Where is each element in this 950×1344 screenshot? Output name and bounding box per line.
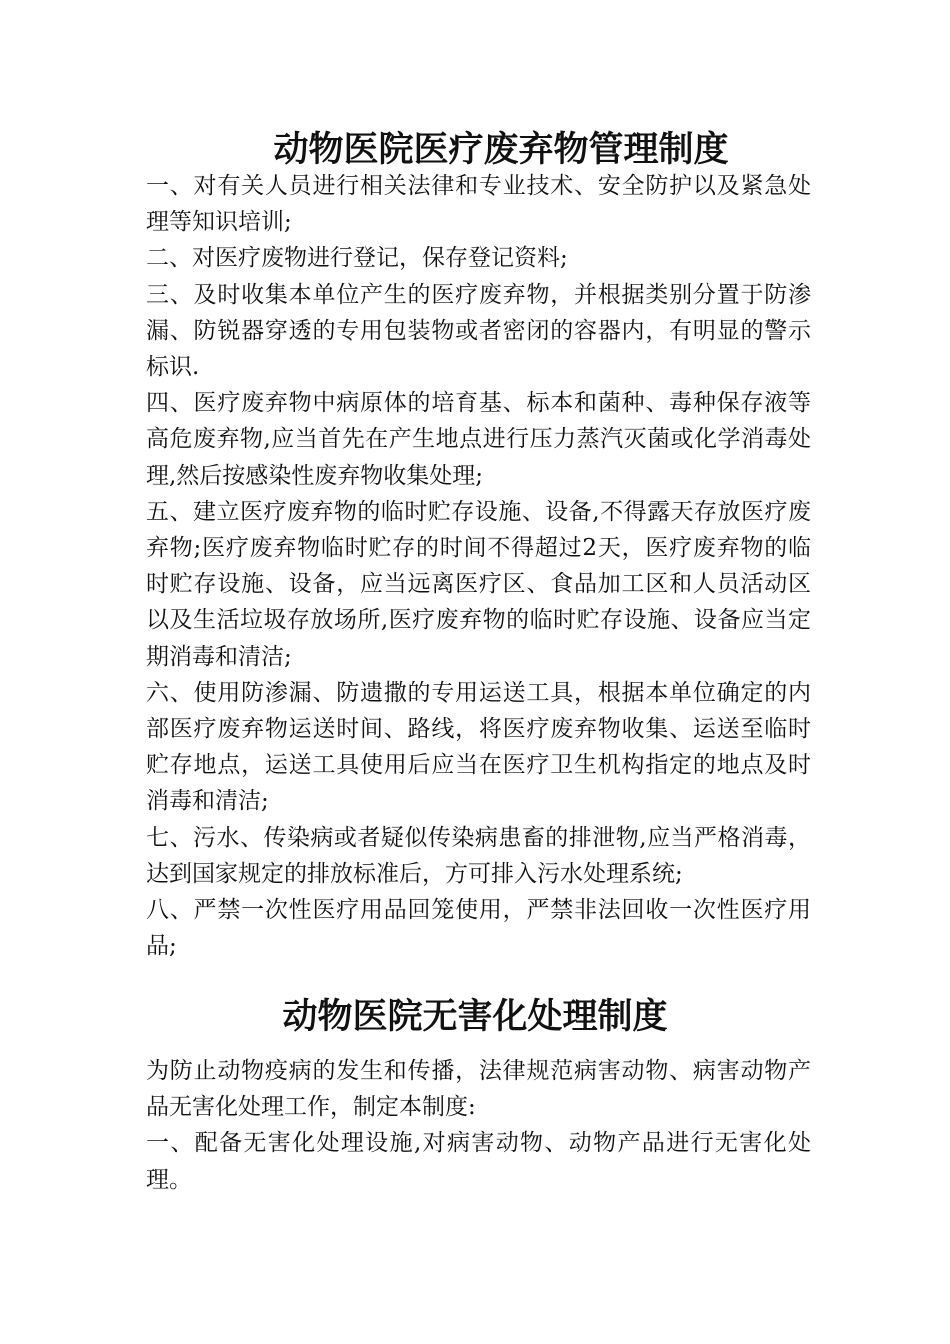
paragraph: 四、医疗废弃物中病原体的培育基、标本和菌种、毒种保存液等高危废弃物,应当首先在产生地点进行压力蒸汽灭菌或化学消毒处理,然后按感染性废弃物收集处理; [146, 390, 811, 489]
section-body-medical-waste [146, 168, 811, 964]
paragraph: 六、使用防渗漏、防遗撒的专用运送工具，根据本单位确定的内部医疗废弃物运送时间、路线，将医疗废弃物收集、运送至临时贮存地点，运送工具使用后应当在医疗卫生机构指定的地点及时消毒和清洁; [146, 679, 811, 815]
paragraph: 七、污水、传染病或者疑似传染病患畜的排泄物,应当严格消毒，达到国家规定的排放标准后，方可排入污水处理系统; [146, 824, 811, 887]
paragraph: 三、及时收集本单位产生的医疗废弃物，并根据类别分置于防渗漏、防锐器穿透的专用包装物或者密闭的容器内，有明显的警示标识. [146, 281, 811, 381]
paragraph: 为防止动物疫病的发生和传播，法律规范病害动物、病害动物产品无害化处理工作，制定本制度: [146, 1058, 811, 1121]
section-title-harmless-treatment: 动物医院无害化处理制度 [282, 996, 668, 1037]
paragraph: 八、严禁一次性医疗用品回笼使用，严禁非法回收一次性医疗用品; [146, 897, 811, 960]
paragraph: 一、对有关人员进行相关法律和专业技术、安全防护以及紧急处理等知识培训; [146, 173, 811, 236]
paragraph: 二、对医疗废物进行登记，保存登记资料; [146, 245, 568, 272]
section-body-harmless-treatment [146, 1053, 811, 1198]
paragraph: 一、配备无害化处理设施,对病害动物、动物产品进行无害化处理。 [146, 1130, 811, 1193]
paragraph: 五、建立医疗废弃物的临时贮存设施、设备,不得露天存放医疗废弃物;医疗废弃物临时贮存的时间不得超过2天，医疗废弃物的临时贮存设施、设备，应当远离医疗区、食品加工区和人员活动区以及生活垃圾存放场所,医疗废弃物的临时贮存设施、设备应当定期消毒和清洁; [146, 498, 811, 670]
section-title-medical-waste: 动物医院医疗废弃物管理制度 [273, 129, 729, 170]
